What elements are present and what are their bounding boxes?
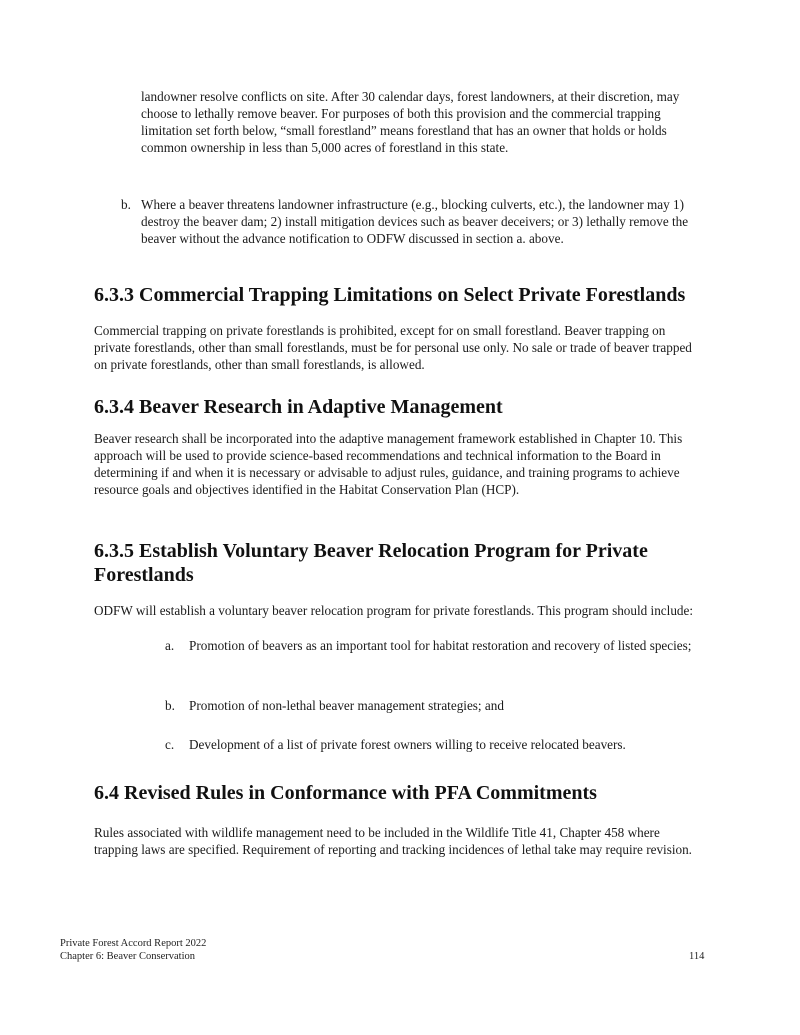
section-heading-6-3-5: 6.3.5 Establish Voluntary Beaver Relocation Program for Private Forestlands — [94, 540, 648, 586]
section-6-3-3-body: Commercial trapping on private forestlands is prohibited, except for on small forestland. Beaver trapping on private forestlands, other than small forestlands, must be for personal use only. No sale or trade of beaver trapped on private forestlands, other than small forestlands, is allowed. — [94, 323, 692, 372]
footer-chapter: Chapter 6: Beaver Conservation — [60, 951, 196, 962]
continuation-paragraph: landowner resolve conflicts on site. After 30 calendar days, forest landowners, at their discretion, may choose to lethally remove beaver. For purposes of both this provision and the commercial trapping limitation set forth below, “small forestland” means forestland that has an owner that holds or holds common ownership in less than 5,000 acres of forestland in this state. — [141, 89, 680, 155]
section-heading-6-3-4: 6.3.4 Beaver Research in Adaptive Management — [94, 396, 503, 418]
section-heading-6-4: 6.4 Revised Rules in Conformance with PFA Commitments — [94, 782, 597, 804]
section-heading-6-3-3: 6.3.3 Commercial Trapping Limitations on Select Private Forestlands — [94, 284, 686, 306]
list-item-text: Promotion of beavers as an important tool for habitat restoration and recovery of listed species; — [189, 638, 692, 653]
list-item-letter: b. — [121, 197, 131, 212]
list-item-letter: a. — [165, 638, 175, 653]
list-item-text: Development of a list of private forest owners willing to receive relocated beavers. — [189, 737, 626, 752]
list-item-text: Where a beaver threatens landowner infrastructure (e.g., blocking culverts, etc.), the landowner may 1) destroy the beaver dam; 2) install mitigation devices such as beaver deceivers; or 3) lethally remove the beaver without the advance notification to ODFW discussed in section a. above. — [141, 197, 689, 246]
section-6-3-4-body: Beaver research shall be incorporated into the adaptive management framework established in Chapter 10. This approach will be used to provide science-based recommendations and technical information to the Board in determining if and when it is necessary or advisable to adjust rules, guidance, and training programs to achieve resource goals and objectives identified in the Habitat Conservation Plan (HCP). — [94, 431, 683, 497]
list-item-letter: b. — [165, 698, 175, 713]
footer-page-number: 114 — [689, 951, 705, 962]
section-6-4-body: Rules associated with wildlife management need to be included in the Wildlife Title 41, Chapter 458 where trapping laws are specified. Requirement of reporting and tracking incidences of lethal take may require revision. — [94, 825, 692, 857]
list-item-text: Promotion of non-lethal beaver management strategies; and — [189, 698, 504, 713]
list-item-letter: c. — [165, 737, 175, 752]
section-6-3-5-intro: ODFW will establish a voluntary beaver relocation program for private forestlands. This program should include: — [94, 603, 694, 618]
footer-report-title: Private Forest Accord Report 2022 — [60, 938, 207, 949]
